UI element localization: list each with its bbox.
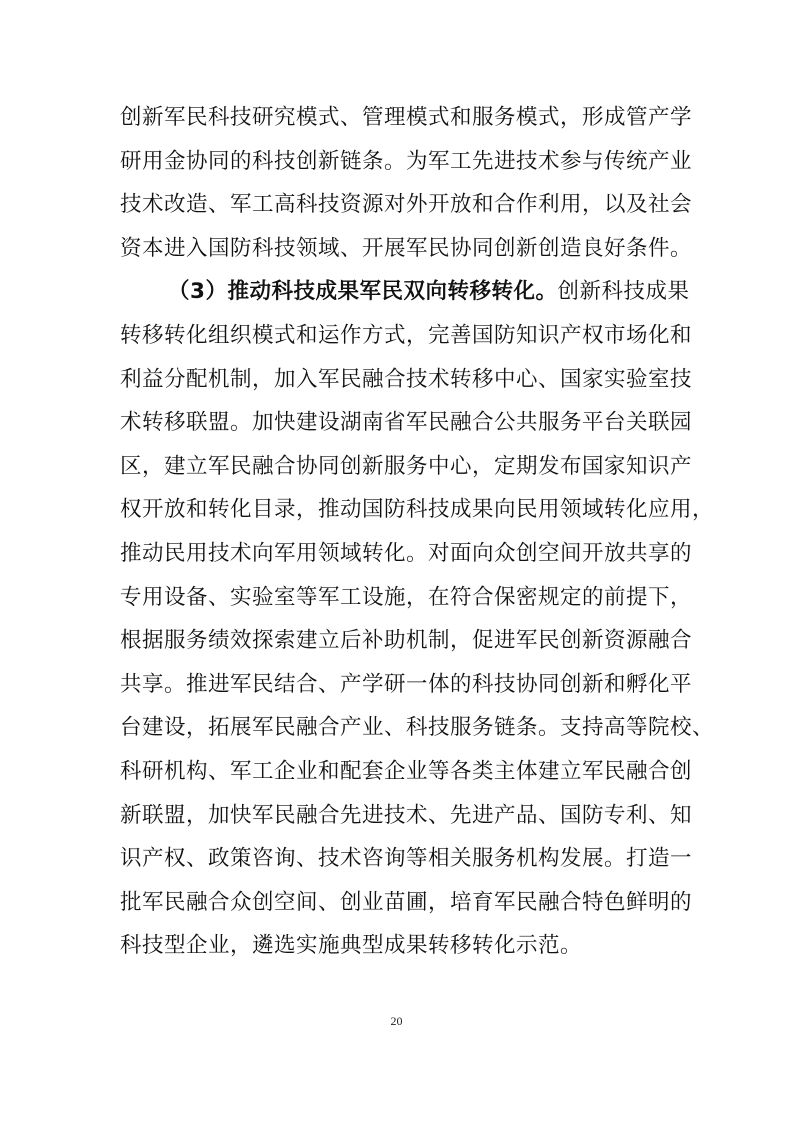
body-text [120, 96, 715, 968]
paragraph-1 [120, 96, 693, 270]
page-number: 20 [390, 1014, 403, 1028]
text-line: 专用设备、实验室等军工设施，在符合保密规定的前提下， [120, 584, 693, 610]
text-line: 权开放和转化目录，推动国防科技成果向民用领域转化应用， [120, 497, 715, 523]
text-line: 术转移联盟。加快建设湖南省军民融合公共服务平台关联园 [120, 410, 693, 436]
text-line: 科技型企业，遴选实施典型成果转移转化示范。 [120, 933, 583, 959]
text-line: 共享。推进军民结合、产学研一体的科技协同创新和孵化平 [120, 671, 693, 697]
text-line: 识产权、政策咨询、技术咨询等相关服务机构发展。打造一 [120, 846, 693, 872]
text-line: 批军民融合众创空间、创业苗圃，培育军民融合特色鲜明的 [120, 889, 693, 915]
text-line [120, 270, 690, 314]
text-line: 推动民用技术向军用领域转化。对面向众创空间开放共享的 [120, 540, 693, 566]
text-line: 利益分配机制，加入军民融合技术转移中心、国家实验室技 [120, 366, 693, 392]
text-line: 区，建立军民融合协同创新服务中心，定期发布国家知识产 [120, 453, 693, 479]
paragraph-2 [120, 270, 715, 968]
text-line: 创新军民科技研究模式、管理模式和服务模式，形成管产学 [120, 105, 693, 130]
text-line: 研用金协同的科技创新链条。为军工先进技术参与传统产业 [120, 148, 693, 174]
text-line: 根据服务绩效探索建立后补助机制，促进军民创新资源融合 [120, 628, 693, 654]
text-line: 转移转化组织模式和运作方式，完善国防知识产权市场化和 [120, 322, 693, 348]
heading-line-rest: 创新科技成果 [557, 279, 690, 305]
text-line: 科研机构、军工企业和配套企业等各类主体建立军民融合创 [120, 758, 693, 784]
text-line: 台建设，拓展军民融合产业、科技服务链条。支持高等院校、 [120, 715, 715, 741]
text-line: 新联盟，加快军民融合先进技术、先进产品、国防专利、知 [120, 802, 693, 828]
section-heading: （3）推动科技成果军民双向转移转化。 [168, 279, 558, 305]
text-line: 技术改造、军工高科技资源对外开放和合作利用，以及社会 [120, 192, 693, 218]
text-line: 资本进入国防科技领域、开展军民协同创新创造良好条件。 [120, 235, 693, 261]
